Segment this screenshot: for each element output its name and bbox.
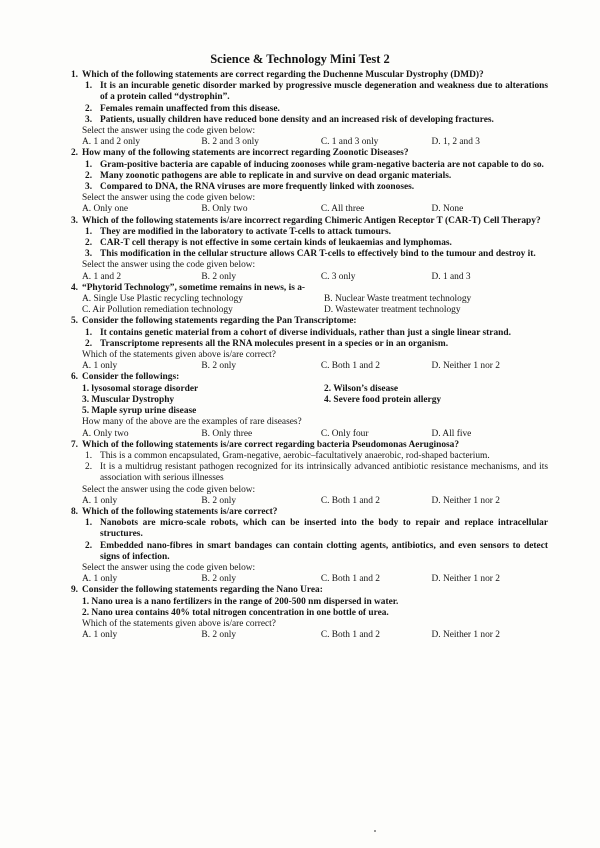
- option-a: A. Single Use Plastic recycling technology: [82, 294, 243, 305]
- answer-instruction: How many of the above are the examples of rare diseases?: [82, 417, 302, 428]
- statement: 3. Patients, usually children have reduced bone density and an increased risk of developing fractures.: [85, 114, 494, 125]
- option-c: C. Both 1 and 2: [320, 361, 380, 372]
- option-b: B. 2 only: [201, 630, 237, 641]
- option-d: D. Neither 1 nor 2: [431, 630, 500, 641]
- statement: 3. Compared to DNA, the RNA viruses are more frequently linked with zoonoses.: [85, 182, 415, 193]
- statement-list: [82, 518, 548, 563]
- page-title: Science & Technology Mini Test 2: [210, 52, 390, 66]
- statement-list: [82, 451, 548, 485]
- answer-options: [82, 630, 548, 641]
- question-text: Consider the following statements regarding the Nano Urea:: [82, 585, 323, 596]
- statement-list: [82, 328, 548, 350]
- list-item: 5. Maple syrup urine disease: [82, 406, 197, 417]
- question-2: [64, 148, 548, 215]
- statement-list: [82, 227, 548, 261]
- option-b: B. 2 only: [201, 574, 237, 585]
- option-b: B. 2 only: [201, 271, 237, 282]
- option-c: C. Only four: [320, 428, 369, 439]
- question-number: 5.: [70, 316, 78, 327]
- question-text: Consider the following statements regarding the Pan Transcriptome:: [82, 316, 357, 327]
- statement: 1. It contains genetic material from a cohort of diverse individuals, rather than just a single linear strand.: [85, 327, 511, 338]
- statement-line: 1. Nano urea is a nano fertilizers in the range of 200-500 nm dispersed in water.: [82, 596, 399, 607]
- option-a: A. 1 only: [82, 495, 118, 506]
- option-c: C. 1 and 3 only: [320, 137, 379, 148]
- question-9: [64, 585, 548, 641]
- option-c: C. Air Pollution remediation technology: [82, 305, 233, 316]
- question-8: [64, 507, 548, 585]
- option-b: B. 2 and 3 only: [201, 137, 259, 148]
- answer-options: [82, 137, 548, 148]
- option-a: A. 1 only: [82, 574, 118, 585]
- question-text: Consider the followings:: [82, 372, 180, 383]
- question-number: 9.: [70, 585, 78, 596]
- question-number: 8.: [70, 506, 78, 517]
- statement: 1. Nanobots are micro-scale robots, which can be inserted into the body to repair and replace intracellular structures.: [85, 518, 548, 540]
- option-d: D. Wastewater treatment technology: [324, 305, 461, 316]
- option-a: A. Only one: [82, 204, 129, 215]
- answer-instruction: Select the answer using the code given below:: [82, 562, 256, 573]
- question-number: 2.: [70, 148, 78, 159]
- list-item: 1. lysosomal storage disorder: [82, 383, 199, 394]
- statement-line: 2. Nano urea contains 40% total nitrogen concentration in one bottle of urea.: [82, 607, 389, 618]
- question-text: “Phytorid Technology”, sometime remains in news, is a-: [82, 282, 306, 293]
- statement: 2. Females remain unaffected from this disease.: [85, 103, 280, 114]
- option-d: D. All five: [431, 428, 472, 439]
- question-list: [64, 70, 548, 641]
- item-grid: [82, 384, 548, 418]
- statement: 1. It is an incurable genetic disorder marked by progressive muscle degeneration and weakness due to alterations of a protein called “dystrophin”.: [85, 81, 548, 103]
- answer-instruction: Select the answer using the code given below:: [82, 484, 256, 495]
- statement: 3. This modification in the cellular structure allows CAR T-cells to effectively bind to the tumour and destroy it.: [85, 249, 536, 260]
- statement-list: [82, 160, 548, 194]
- option-b: B. 2 only: [201, 495, 237, 506]
- answer-options: [82, 496, 548, 507]
- question-1: [64, 70, 548, 148]
- question-3: [64, 216, 548, 283]
- option-a: A. 1 and 2 only: [82, 137, 141, 148]
- option-a: A. 1 and 2: [82, 271, 122, 282]
- option-d: D. Neither 1 nor 2: [431, 361, 500, 372]
- list-item: 3. Muscular Dystrophy: [82, 394, 175, 405]
- question-4: [64, 283, 548, 317]
- option-a: A. 1 only: [82, 630, 118, 641]
- statement: 1. Gram-positive bacteria are capable of inducing zoonoses while gram-negative bacteria are not capable to do so.: [85, 159, 544, 170]
- option-c: C. Both 1 and 2: [320, 630, 380, 641]
- option-d: D. Neither 1 nor 2: [431, 574, 500, 585]
- option-b: B. Nuclear Waste treatment technology: [324, 294, 472, 305]
- option-b: B. Only two: [201, 204, 248, 215]
- answer-options: [82, 574, 548, 585]
- scan-speck: [374, 830, 376, 832]
- option-c: C. Both 1 and 2: [320, 574, 380, 585]
- statement: 1. This is a common encapsulated, Gram-negative, aerobic–facultatively anaerobic, rod-shaped bacterium.: [85, 450, 490, 461]
- answer-instruction: Which of the statements given above is/are correct?: [82, 350, 276, 361]
- statement-list: [82, 81, 548, 126]
- question-5: [64, 316, 548, 372]
- statement: 2. It is a multidrug resistant pathogen recognized for its intrinsically advanced antibiotic resistance mechanisms, and its association with serious illnesses: [85, 462, 548, 484]
- question-text: Which of the following statements are correct regarding the Duchenne Muscular Dystrophy (DMD)?: [82, 70, 484, 80]
- question-number: 7.: [70, 439, 78, 450]
- statement: 2. CAR-T cell therapy is not effective in some certain kinds of leukaemias and lymphomas.: [85, 238, 452, 249]
- question-7: [64, 440, 548, 507]
- answer-options: [82, 294, 548, 316]
- answer-options: [82, 429, 548, 440]
- statement: 2. Transcriptome represents all the RNA molecules present in a species or in an organism.: [85, 338, 449, 349]
- option-d: D. 1 and 3: [431, 271, 471, 282]
- answer-instruction: Select the answer using the code given below:: [82, 193, 256, 204]
- question-number: 3.: [70, 215, 78, 226]
- list-item: 4. Severe food protein allergy: [324, 394, 442, 405]
- question-number: 6.: [70, 372, 78, 383]
- option-d: D. None: [431, 204, 464, 215]
- option-a: A. 1 only: [82, 361, 118, 372]
- option-c: C. 3 only: [320, 271, 356, 282]
- question-6: [64, 372, 548, 439]
- statement: 2. Embedded nano-fibres in smart bandages can contain clotting agents, antibiotics, and even sensors to detect signs of infection.: [85, 540, 548, 562]
- option-b: B. Only three: [201, 428, 253, 439]
- answer-options: [82, 361, 548, 372]
- question-text: How many of the following statements are incorrect regarding Zoonotic Diseases?: [82, 148, 409, 159]
- question-text: Which of the following statements is/are correct?: [82, 506, 278, 517]
- question-text: Which of the following statements is/are correct regarding bacteria Pseudomonas Aeruginosa?: [82, 439, 460, 450]
- statement: 1. They are modified in the laboratory to activate T-cells to attack tumours.: [85, 226, 391, 237]
- option-c: C. All three: [320, 204, 365, 215]
- answer-instruction: Select the answer using the code given below:: [82, 126, 256, 137]
- option-b: B. 2 only: [201, 361, 237, 372]
- answer-instruction: Select the answer using the code given below:: [82, 260, 256, 271]
- list-item: 2. Wilson’s disease: [324, 383, 399, 394]
- option-a: A. Only two: [82, 428, 129, 439]
- answer-options: [82, 204, 548, 215]
- option-d: D. Neither 1 nor 2: [431, 495, 500, 506]
- answer-instruction: Which of the statements given above is/are correct?: [82, 618, 276, 629]
- question-text: Which of the following statements is/are incorrect regarding Chimeric Antigen Receptor T (CAR-T) Cell Therapy?: [82, 215, 541, 226]
- option-d: D. 1, 2 and 3: [431, 137, 480, 148]
- question-number: 4.: [70, 282, 78, 293]
- option-c: C. Both 1 and 2: [320, 495, 380, 506]
- statement: 2. Many zoonotic pathogens are able to replicate in and survive on dead organic materials.: [85, 170, 452, 181]
- question-number: 1.: [70, 70, 78, 80]
- answer-options: [82, 272, 548, 283]
